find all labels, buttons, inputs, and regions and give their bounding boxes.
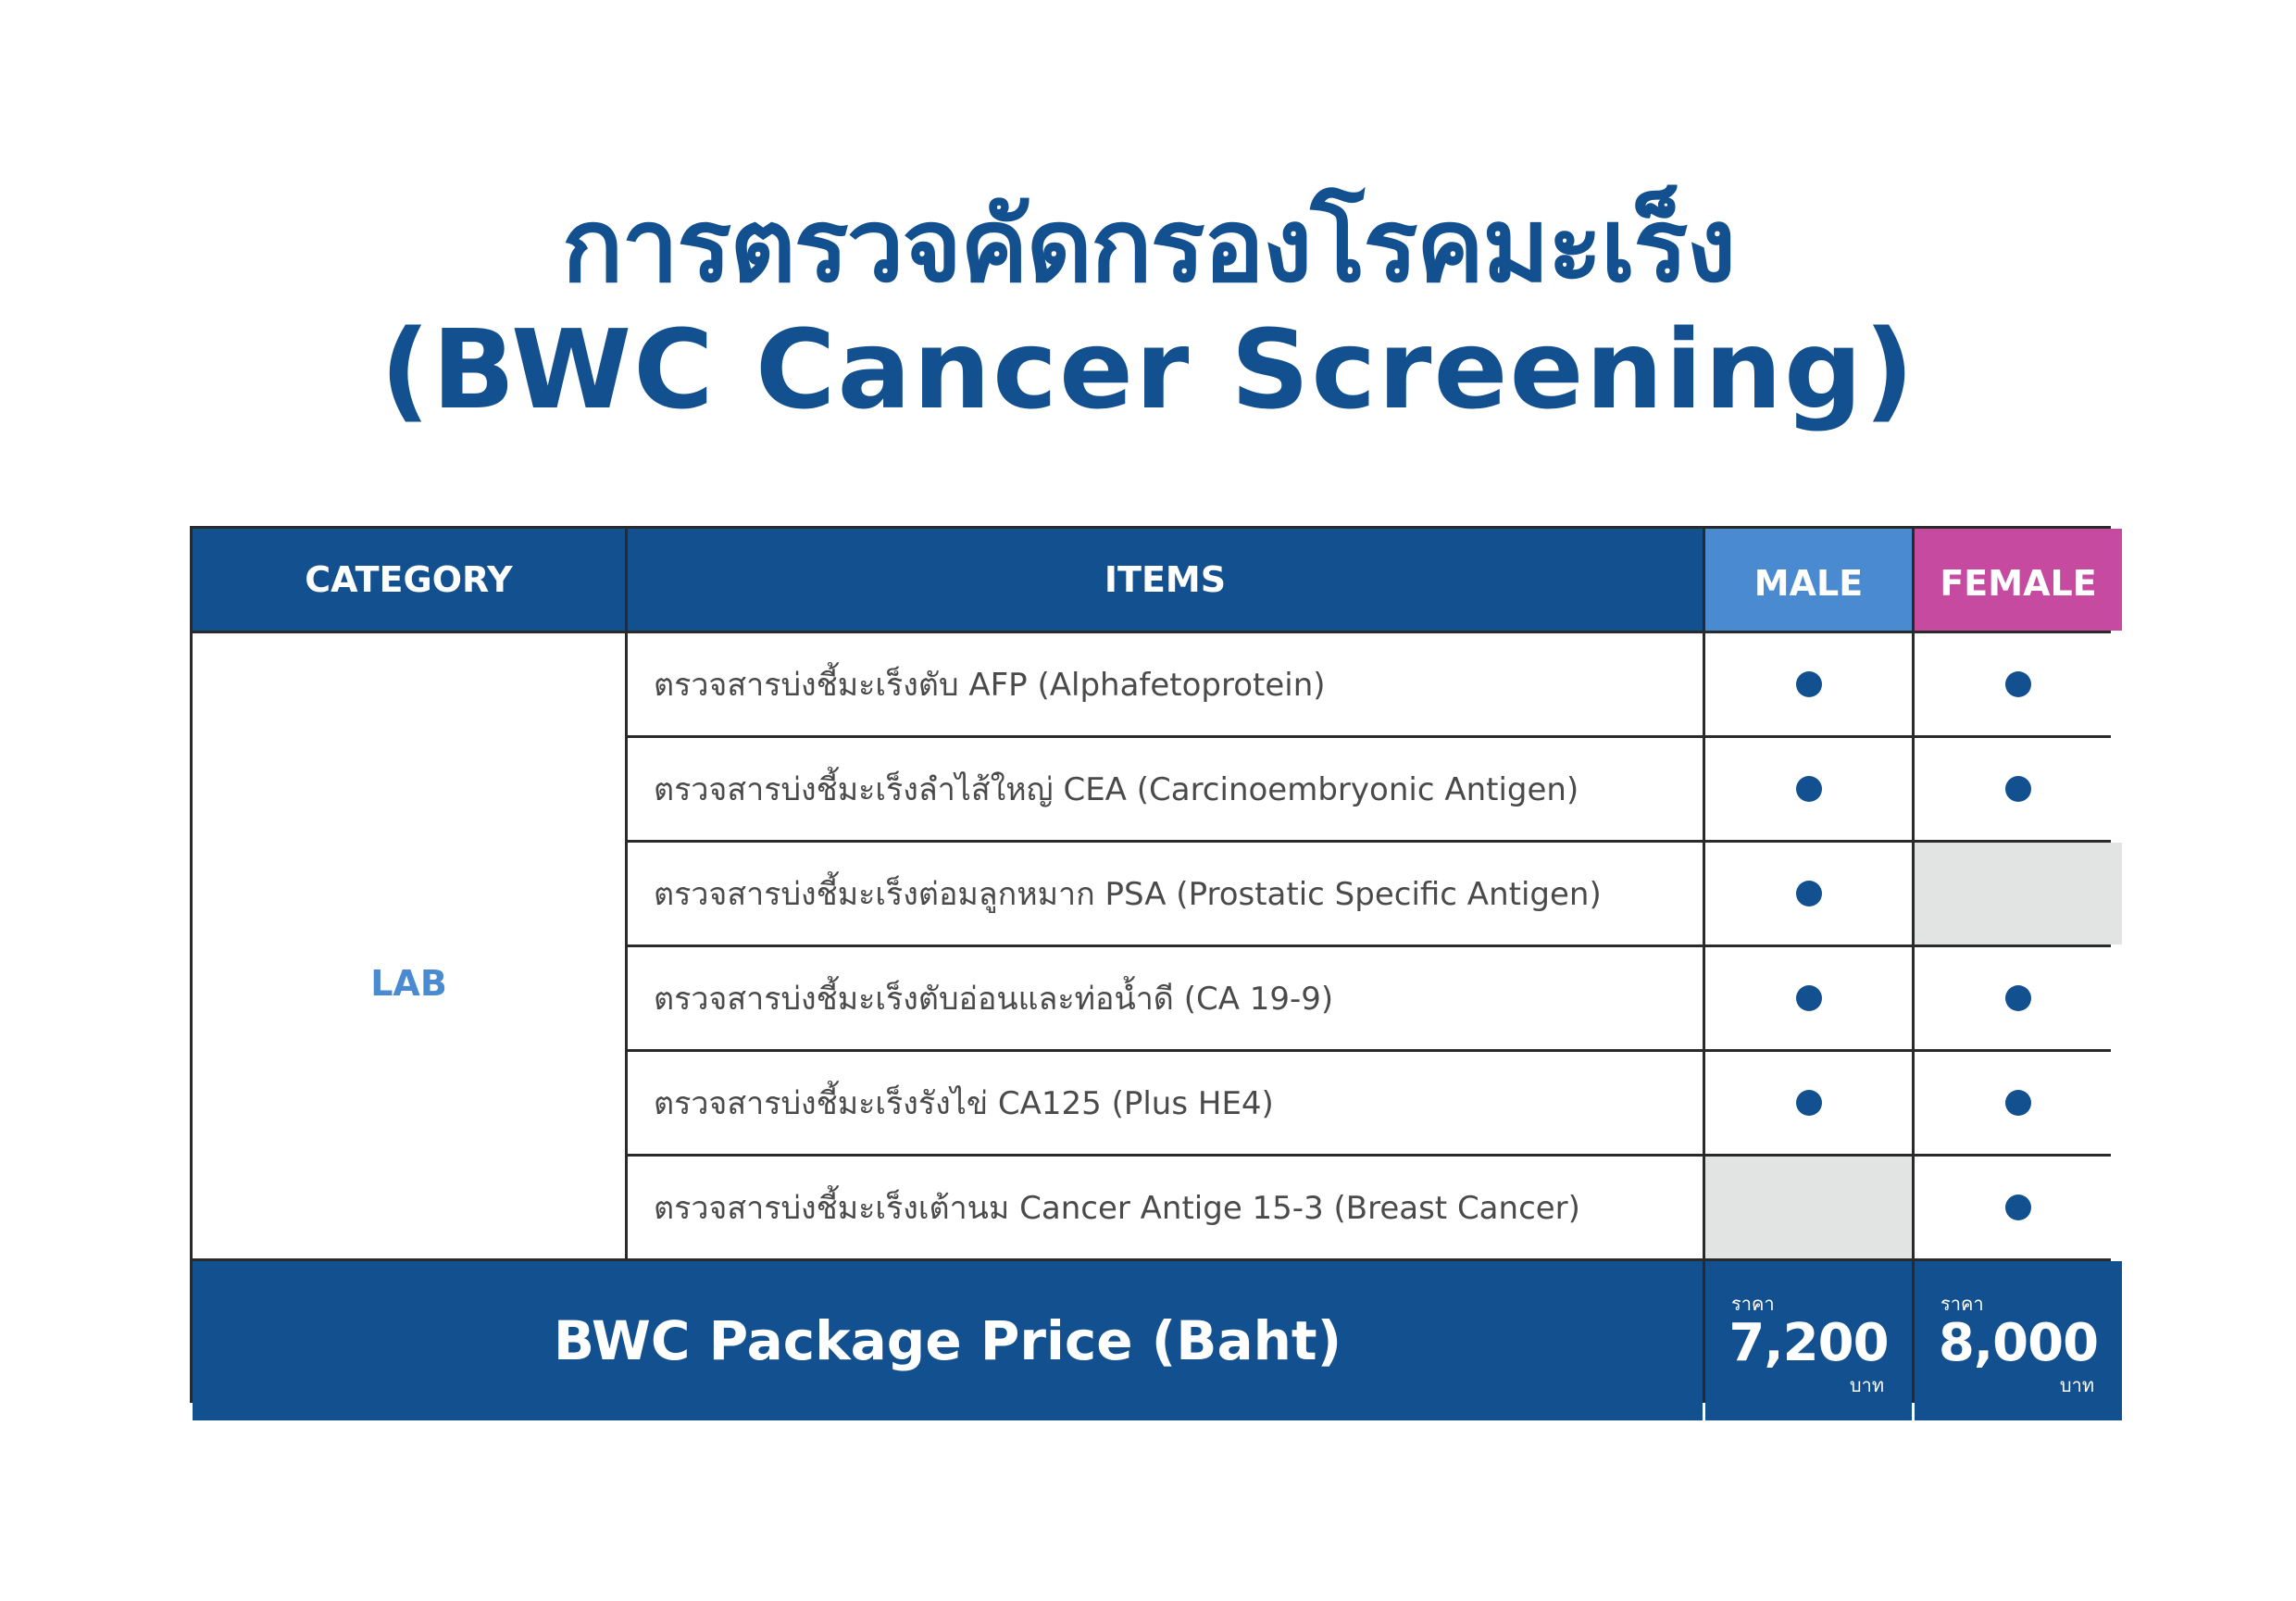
included-dot-icon [2005,671,2031,697]
female-mark [1915,1157,2122,1258]
male-mark [1705,947,1912,1049]
table-row-item: ตรวจสารบ่งชี้มะเร็งตับอ่อนและท่อน้ำดี (CA 19-9) [628,947,1703,1049]
header-category: CATEGORY [193,529,625,631]
male-mark [1705,1052,1912,1154]
male-price-prefix: ราคา [1731,1293,1775,1315]
female-mark [1915,843,2122,944]
category-lab: LAB [193,633,625,1258]
male-mark [1705,1157,1912,1258]
included-dot-icon [2005,1090,2031,1116]
female-price [1915,1261,2122,1420]
table-row-item: ตรวจสารบ่งชี้มะเร็งลำไส้ใหญ่ CEA (Carcinoembryonic Antigen) [628,738,1703,840]
male-mark [1705,738,1912,840]
header-items: ITEMS [628,529,1703,631]
included-dot-icon [1796,776,1822,802]
header-male: MALE [1705,529,1912,631]
screening-table [190,526,2111,1403]
page-title-english: (BWC Cancer Screening) [380,306,1916,433]
female-mark [1915,1052,2122,1154]
included-dot-icon [2005,1194,2031,1220]
table-row-item: ตรวจสารบ่งชี้มะเร็งรังไข่ CA125 (Plus HE4) [628,1052,1703,1154]
included-dot-icon [1796,1090,1822,1116]
included-dot-icon [1796,881,1822,907]
included-dot-icon [1796,671,1822,697]
page-title-thai: การตรวจคัดกรองโรคมะเร็ง [561,186,1735,305]
female-price-amount: 8,000 [1938,1313,2099,1373]
included-dot-icon [2005,985,2031,1011]
included-dot-icon [1796,985,1822,1011]
male-price-unit: บาท [1849,1374,1884,1396]
table-row-item: ตรวจสารบ่งชี้มะเร็งเต้านม Cancer Antige 15-3 (Breast Cancer) [628,1157,1703,1258]
header-female: FEMALE [1915,529,2122,631]
male-mark [1705,633,1912,735]
table-row-item: ตรวจสารบ่งชี้มะเร็งตับ AFP (Alphafetoprotein) [628,633,1703,735]
female-mark [1915,738,2122,840]
female-mark [1915,633,2122,735]
package-price-label: BWC Package Price (Baht) [193,1261,1703,1420]
female-price-unit: บาท [2059,1374,2094,1396]
female-mark [1915,947,2122,1049]
table-row-item: ตรวจสารบ่งชี้มะเร็งต่อมลูกหมาก PSA (Prostatic Specific Antigen) [628,843,1703,944]
male-price-amount: 7,200 [1728,1313,1889,1373]
included-dot-icon [2005,776,2031,802]
female-price-prefix: ราคา [1940,1293,1984,1315]
male-price [1705,1261,1912,1420]
male-mark [1705,843,1912,944]
